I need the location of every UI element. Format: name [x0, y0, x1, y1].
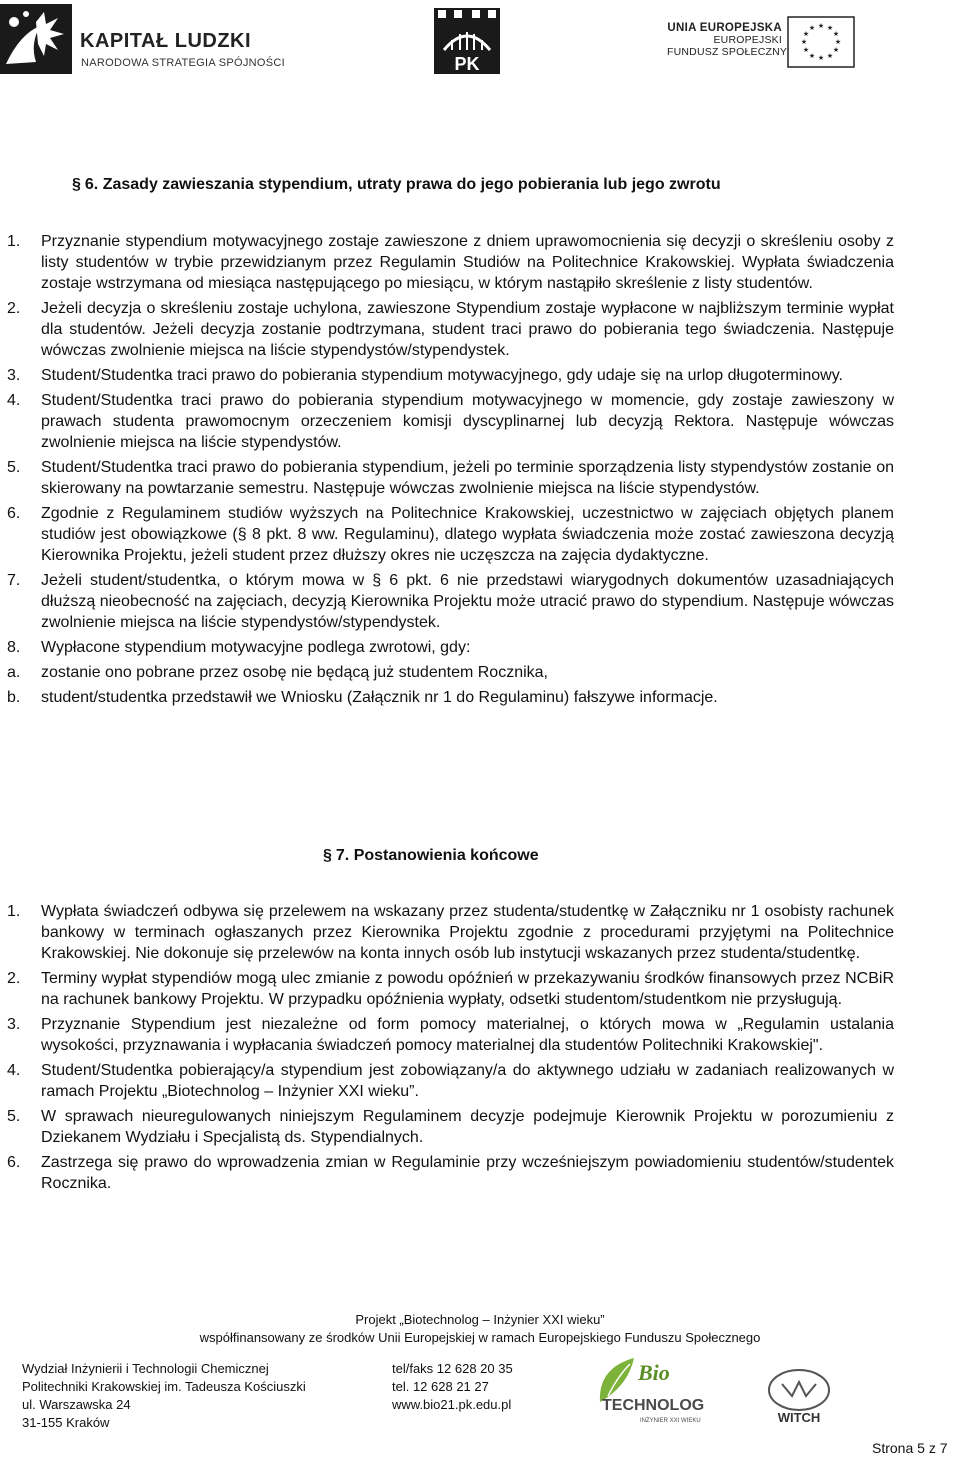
- page-number: Strona 5 z 7: [872, 1440, 948, 1456]
- list-item-number: b.: [7, 689, 21, 706]
- list-item: [0, 1152, 894, 1194]
- witch-logo: [752, 1360, 847, 1430]
- list-item-text: zostanie ono pobrane przez osobę nie będącą już studentem Rocznika,: [41, 664, 548, 681]
- list-item: [0, 687, 894, 708]
- kapital-ludzki-subtitle: NARODOWA STRATEGIA SPÓJNOŚCI: [81, 57, 285, 69]
- svg-text:★: ★: [817, 54, 825, 62]
- section-6-title: [72, 176, 721, 194]
- list-item-number: 7.: [7, 572, 21, 589]
- list-item-number: a.: [7, 664, 21, 681]
- footer-project-line-2: współfinansowany ze środków Unii Europejskiej w ramach Europejskiego Funduszu Społecznego: [199, 1330, 761, 1345]
- list-item: [0, 1060, 894, 1102]
- list-item: [0, 390, 894, 453]
- kapital-ludzki-title: KAPITAŁ LUDZKI: [80, 30, 252, 52]
- svg-text:★: ★: [808, 24, 816, 32]
- kapital-ludzki-logo: [0, 4, 300, 76]
- list-item: [0, 231, 894, 294]
- list-item: [0, 365, 894, 386]
- witch-logo-text: WITCH: [777, 1410, 821, 1425]
- svg-text:★: ★: [826, 24, 834, 32]
- list-item-text: Jeżeli student/studentka, o którym mowa w § 6 pkt. 6 nie przedstawi wiarygodnych dokumentów uzasadniających dłuższą nieobecność na zajęciach, decyzją Kierownika Projektu może utracić prawo do stypendium. Następuje wówczas zwolnienie miejsca na liście stypendystów/stypendystek.: [41, 572, 894, 631]
- footer-address-line: Wydział Inżynierii i Technologii Chemicznej: [22, 1361, 269, 1376]
- list-item-number: 3.: [7, 367, 21, 384]
- list-item-text: Wypłata świadczeń odbywa się przelewem na wskazany przez studenta/studentkę w Załączniku nr 1 osobisty rachunek bankowy w terminach ogłaszanych przez Kierownika Projektu zgodnie z procedurami przyjętymi na Politechnice Krakowskiej. Nie dokonuje się przelewów na konta innych osób lub instytucji wskazanych przez studenta/studentkę.: [41, 903, 894, 962]
- list-item-number: 5.: [7, 459, 21, 476]
- pk-logo-text: PK: [454, 54, 480, 74]
- list-item-text: Student/Studentka pobierający/a stypendium jest zobowiązany/a do aktywnego udziału w zadaniach realizowanych w ramach Projektu „Biotechnolog – Inżynier XXI wieku”.: [41, 1062, 894, 1100]
- list-item-number: 4.: [7, 392, 21, 409]
- list-item-number: 6.: [7, 1154, 21, 1171]
- svg-text:★: ★: [802, 46, 810, 54]
- list-item-text: Zastrzega się prawo do wprowadzenia zmian w Regulaminie przy wcześniejszym powiadomieniu studentów/studentek Rocznika.: [41, 1154, 894, 1192]
- section-7-sign: §: [323, 847, 332, 864]
- list-item-number: 6.: [7, 505, 21, 522]
- list-item-number: 5.: [7, 1108, 21, 1125]
- footer-address-line: 31-155 Kraków: [22, 1415, 110, 1430]
- svg-text:Bio: Bio: [638, 1360, 670, 1385]
- footer-address-line: ul. Warszawska 24: [22, 1397, 131, 1412]
- kapital-ludzki-emblem-icon: [0, 4, 72, 74]
- footer-project-line-1: Projekt „Biotechnolog – Inżynier XXI wieku”: [355, 1312, 605, 1327]
- section-6-sign: §: [72, 176, 81, 193]
- ue-line-1: UNIA EUROPEJSKA: [667, 22, 782, 34]
- section-7-title-text: 7. Postanowienia końcowe: [335, 847, 539, 864]
- list-item: [0, 570, 894, 633]
- list-item-number: 3.: [7, 1016, 21, 1033]
- footer-phone: tel. 12 628 21 27: [392, 1379, 489, 1394]
- list-item-text: Terminy wypłat stypendiów mogą ulec zmianie z powodu opóźnień w przekazywaniu środków finansowych przez NCBiR na rachunek bankowy Projektu. W przypadku opóźnienia wypłaty, odsetki studentom/studentkom nie przysługują.: [41, 970, 894, 1008]
- list-item-number: 2.: [7, 970, 21, 987]
- section-6-title-text: 6. Zasady zawieszania stypendium, utraty prawa do jego pobierania lub jego zwrotu: [84, 176, 721, 193]
- list-item-text: Student/Studentka traci prawo do pobierania stypendium motywacyjnego, gdy udaje się na urlop długoterminowy.: [41, 367, 843, 384]
- list-item-text: Zgodnie z Regulaminem studiów wyższych na Politechnice Krakowskiej, uczestnictwo w zajęciach objętych planem studiów jest obowiązkowe (§ 8 pkt. 8 ww. Regulaminu), dlatego wypłata świadczenia może zostać zawieszona decyzją Kierownika Projektu, jeżeli student przez dłuższy okres nie uczęszcza na zajęcia dydaktyczne.: [41, 505, 894, 564]
- list-item: [0, 901, 894, 964]
- footer-project-info: [0, 1311, 960, 1347]
- list-item-number: 2.: [7, 300, 21, 317]
- svg-text:★: ★: [817, 22, 825, 30]
- footer-contact: [392, 1360, 513, 1414]
- biotechnolog-logo: [588, 1350, 718, 1430]
- svg-text:TECHNOLOG: TECHNOLOG: [602, 1397, 705, 1414]
- section-7-title: [323, 847, 539, 865]
- footer-website-link[interactable]: www.bio21.pk.edu.pl: [392, 1397, 512, 1412]
- svg-text:★: ★: [800, 38, 808, 46]
- list-item-text: Student/Studentka traci prawo do pobierania stypendium, jeżeli po terminie sporządzenia listy stypendystów zostanie on skierowany na powtarzanie semestru. Następuje wówczas zwolnienie miejsca na liście stypendystów.: [41, 459, 894, 497]
- list-item: [0, 1014, 894, 1056]
- ue-line-3: FUNDUSZ SPOŁECZNY: [667, 46, 788, 58]
- list-item: [0, 503, 894, 566]
- list-item: [0, 662, 894, 683]
- list-item: [0, 1106, 894, 1148]
- list-item: [0, 298, 894, 361]
- section-7-list: [0, 901, 960, 1198]
- svg-text:★: ★: [802, 30, 810, 38]
- list-item-number: 8.: [7, 639, 21, 656]
- svg-text:★: ★: [834, 38, 842, 46]
- eu-flag-icon: [787, 16, 855, 68]
- list-item-text: W sprawach nieuregulowanych niniejszym Regulaminem decyzje podejmuje Kierownik Projektu w porozumieniu z Dziekanem Wydziału i Specjalistą ds. Stypendialnych.: [41, 1108, 894, 1146]
- politechnika-krakowska-logo: [432, 6, 502, 76]
- svg-text:★: ★: [832, 30, 840, 38]
- unia-europejska-logo: [667, 16, 937, 72]
- list-item: [0, 968, 894, 1010]
- list-item-text: Wypłacone stypendium motywacyjne podlega zwrotowi, gdy:: [41, 639, 471, 656]
- list-item-text: Przyznanie stypendium motywacyjnego zostaje zawieszone z dniem uprawomocnienia się decyzji o skreśleniu osoby z listy studentów w trybie przewidzianym przez Regulamin Studiów na Politechnice Krakowskiej. Wypłata świadczenia zostaje wstrzymana od miesiąca następującego po miesiącu, w którym nastąpiło skreślenie z listy studentów.: [41, 233, 894, 292]
- list-item-text: Przyznanie Stypendium jest niezależne od form pomocy materialnej, o których mowa w „Regulamin ustalania wysokości, przyznawania i wypłacania świadczeń pomocy materialnej dla studentów Politechniki Krakowskiej".: [41, 1016, 894, 1054]
- list-item-number: 1.: [7, 903, 21, 920]
- svg-text:★: ★: [832, 46, 840, 54]
- svg-text:★: ★: [808, 52, 816, 60]
- list-item-text: student/studentka przedstawił we Wniosku (Załącznik nr 1 do Regulaminu) fałszywe informacje.: [41, 689, 718, 706]
- list-item-text: Jeżeli decyzja o skreśleniu zostaje uchylona, zawieszone Stypendium zostaje wypłacone w najbliższym terminie wypłat dla studentów. Jeżeli decyzja zostanie podtrzymana, student traci prawo do pobierania tego świadczenia. Następuje wówczas zwolnienie miejsca na liście stypendystów/stypendystek.: [41, 300, 894, 359]
- footer-phone-fax: tel/faks 12 628 20 35: [392, 1361, 513, 1376]
- svg-text:★: ★: [826, 52, 834, 60]
- list-item-text: Student/Studentka traci prawo do pobierania stypendium motywacyjnego w momencie, gdy zostaje zawieszony w prawach studenta prawomocnym orzeczeniem komisji dyscyplinarnej lub decyzją Rektora. Następuje wówczas zwolnienie miejsca na liście stypendystów.: [41, 392, 894, 451]
- list-item-number: 1.: [7, 233, 21, 250]
- footer-address: [22, 1360, 306, 1432]
- page-header: [0, 0, 960, 80]
- bio-logo-subtitle: INŻYNIER XXI WIEKU: [640, 1418, 701, 1424]
- list-item: [0, 457, 894, 499]
- footer-address-line: Politechniki Krakowskiej im. Tadeusza Kościuszki: [22, 1379, 306, 1394]
- section-6-list: [0, 231, 960, 712]
- list-item-number: 4.: [7, 1062, 21, 1079]
- ue-line-2: EUROPEJSKI: [713, 34, 782, 46]
- list-item: [0, 637, 894, 658]
